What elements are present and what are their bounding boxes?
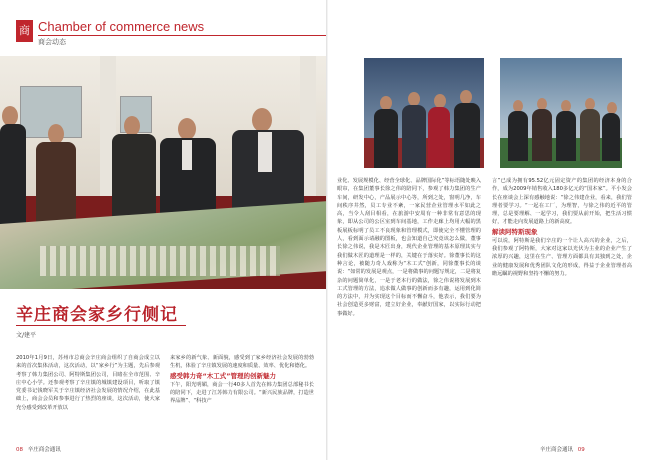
photo-factory-group [500,58,622,168]
footer-label: 辛庄商会通讯 [540,447,574,453]
section-logo: 商 [16,20,33,42]
section-title-en: Chamber of commerce news [38,19,205,34]
left-page [0,0,327,460]
footer-label: 辛庄商会通讯 [27,447,61,453]
title-underline [16,325,186,326]
paragraph: 言”已成为拥有95.52亿元固定资产的集团的经济本身的合作，成为2009年销售收入180多亿元的“国本家”。平小发会长在座谈会上深有感触地说：“徐之伟建企业，看来，我们管理者要学习。“一起在工厂，为理智，与徐之伟的近平的管理，总是要理解、一起学习，我们要从前开始，把生活习惯好，才能走向发展道路上的新高度。 [492,178,632,226]
right-column-2 [492,177,632,437]
page-number: 08 [16,447,23,453]
subheading-1: 感受韩力奇“木工式”管理的创新魅力 [170,371,277,380]
left-column-2 [170,354,314,446]
right-column-1: 业化、发展规模化、经营全球化、品牌国际化”等标语随处映入眼帘，在集团董事长徐之伟的陪同下，参观了韩力集团的生产车间，研发中心，产品展示中心等，所到之处，窗明几净，车间秩序井然，员工专业不紊，一家民营企业管理水平如此之高，当令人刮目相看，在旅游中安周有一种非常有意思的现象，即从公司的公区室到车间基地，工作走廊上均用大幅的黑板展板标明了员工不良现象和管理模式，即使完全不懂管理的人，看到面示请融的图板，也会知道自己究竟该怎么做，董事长徐之伟说，我是木匠出身，现代企业管理的基本原理其实与我们做木匠的道理是一样的，关键在于落实好。徐董事长的这种言论，被随力奇人戏称为“木工式”创新，同徐董事长的谈说：“如常的发展是观点，一是将做事的问题写规定，二是将复杂的问题简单化，一是于老本行的做法，徐之伟说将发展到木工式管理的方法，追求做人做事的创新而多有趣，运用到化简的方法中，并为实现这个目标而不懈奋斗，他表示，我们要为社会创造更多财富，建立好企业，奉献好国家，以实际行动把事做好。 [337,178,481,317]
section-header [16,18,316,52]
photo-model-buildings [40,246,280,276]
paragraph: 来家乡的新气象、新面貌，感受到了家乡经济社会发展的勃勃生机，体验了辛庄镇发展的速度和质量、效率、优化和德化。 [170,355,314,370]
paragraph: 下午，阳光明媚，商会一行40多人首先在韩力集团总部秘书长的陪同下，走进了江苏韩力有限公司。“新兴民族品牌，打造世界品牌”、“科技产 [170,381,314,405]
left-column-1: 2010年1月9日，苏州市总商会辛庄商会组织了自商会成立以来的首次集体活动，这次活动，以“家乡行”为主题，先后参观考察了韩力集团公司、阿特斯集团公司，目睹在全市范围、辛庄中心小学。还参观考察了辛庄镇的城镇建设项目，听取了镇党委书记钱晓军关于辛庄镇经济社会发展的情况介绍，在此基础上，商会会员和参事进行了热烈的座谈，这次活动，使大家充分感受到改革开放以 [16,355,160,411]
article-byline: 文/建平 [16,332,37,339]
footer-right [540,445,585,453]
header-rule [38,35,328,36]
article-title: 辛庄商会家乡行侧记 [16,305,178,325]
footer-left [16,445,61,453]
subheading-2: 解读阿特斯现象 [492,227,538,236]
page-number: 09 [577,447,585,453]
section-title-cn: 商会动态 [38,38,66,46]
paragraph: 可以说，阿特斯是我们辛庄的一个让人高兴的企业，之后，我们参观了阿特斯，大家对这家以光伏为主业的企业产生了浓厚的兴趣，这里在生产、管理方面都具有其独到之处，企业的健康发展和优秀团队文化的形成，得益于企业管理者高瞻远瞩的视野和坚持不懈的努力。 [492,237,632,277]
main-photo [0,56,327,289]
photo-visitors-group [364,58,484,168]
